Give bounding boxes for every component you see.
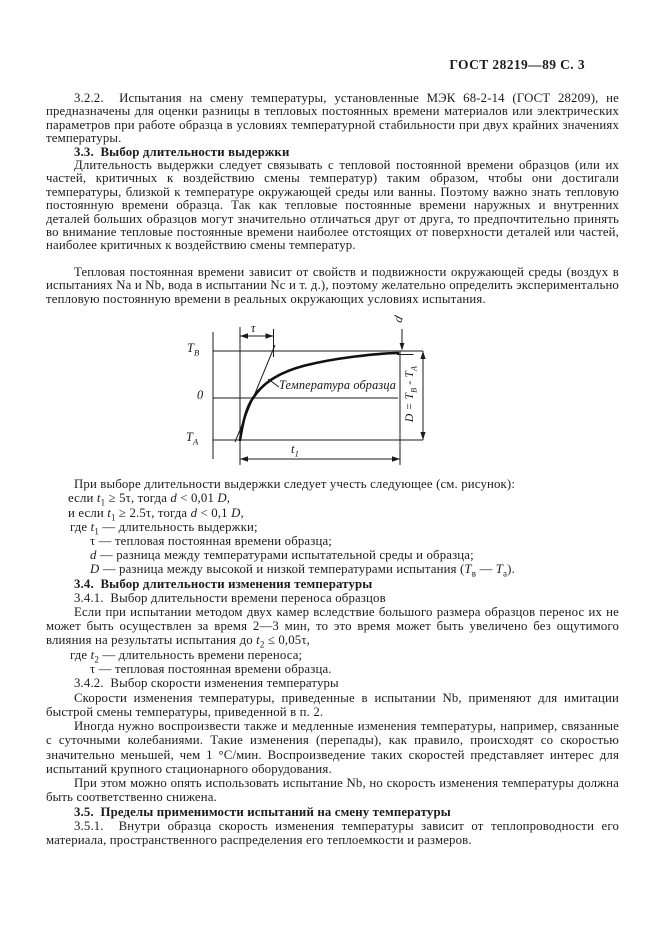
D-arrowhead-bottom bbox=[420, 432, 425, 440]
label-ta: $T_A$ bbox=[186, 430, 199, 447]
definition-t2: где $t_2$ — длительность времени переноса; bbox=[70, 648, 303, 665]
paragraph-3-5-1: 3.5.1. Внутри образца скорость изменения температуры зависит от теплопроводности его материала, пространственного распределения его теплоемкости и размеров. bbox=[46, 818, 619, 847]
label-tau: τ bbox=[251, 321, 256, 336]
label-t1: $t_1$ bbox=[291, 442, 300, 459]
paragraph-3-4-1: Если при испытании методом двух камер вследствие большого размера образцов перенос их не может быть осуществлен за время 2—3 мин, то это время может быть увеличено без ощутимого влияния на результаты испытания до $t_2 \le 0,05\tau$, bbox=[46, 605, 619, 651]
paragraph-3-4-2-c: При этом можно опять использовать испытание Nb, но скорость изменения температуры должна быть соответственно снижена. bbox=[46, 776, 619, 805]
label-zero: 0 bbox=[197, 388, 204, 403]
paragraph-3-4-2-b: Иногда нужно воспроизвести также и медленные изменения температуры, например, связанные с суточными колебаниями. Такие изменения (перепады), как правило, происходят со скоростью значительно меньшей, чем 1 °С/мин. Воспроизведение таких скоростей представляет интерес для испытаний крупного стационарного оборудования. bbox=[46, 719, 619, 776]
tau-arrowhead-left bbox=[240, 334, 248, 339]
t1-arrowhead-right bbox=[392, 457, 400, 462]
definition-tau-1: τ — тепловая постоянная времени образца; bbox=[90, 534, 332, 549]
page-header: ГОСТ 28219—89 С. 3 bbox=[449, 57, 585, 72]
temperature-response-curve bbox=[240, 353, 398, 440]
D-arrowhead-top bbox=[420, 351, 425, 359]
paragraph-3-3-b: Тепловая постоянная времени зависит от свойств и подвижности окружающей среды (воздух в испытаниях Na и Nb, вода в испытании Nc и т. д.), поэтому желательно определить экспериментально тепловую постоянную времени в реальных окружающих условиях испытания. bbox=[46, 265, 619, 306]
heading-3-4-1: 3.4.1. Выбор длительности времени переноса образцов bbox=[74, 590, 386, 605]
heading-3-4-2: 3.4.2. Выбор скорости изменения температуры bbox=[74, 676, 339, 691]
paragraph-3-4-2-a: Скорости изменения температуры, приведенные в испытании Nb, применяют для имитации быстрой смены температуры, приведенной в п. 2. bbox=[46, 690, 619, 719]
condition-line-1: если $t_1 \ge 5\tau$, тогда d < 0,01 D, bbox=[68, 491, 231, 508]
definition-t1: где $t_1$ — длительность выдержки; bbox=[70, 519, 258, 537]
definition-D: D — разница между высокой и низкой температурами испытания ($T_в$ — $T_а$). bbox=[90, 562, 515, 580]
document-body bbox=[46, 92, 619, 847]
label-d-gap: d bbox=[390, 314, 406, 325]
label-D-dimension: $D = T_B - T_A$ bbox=[403, 366, 419, 423]
heading-3-3: 3.3. Выбор длительности выдержки bbox=[74, 144, 290, 159]
temperature-curve-figure bbox=[140, 312, 440, 472]
t1-arrowhead-left bbox=[240, 457, 248, 462]
condition-line-2: и если $t_1 \ge 2.5\tau$, тогда d < 0,1 D, bbox=[68, 505, 244, 523]
label-tb: $T_B$ bbox=[187, 341, 200, 358]
definition-d: d — разница между температурами испытательной среды и образца; bbox=[90, 548, 474, 563]
paragraph-see-figure: При выборе длительности выдержки следует учесть следующее (см. рисунок): bbox=[74, 477, 516, 492]
heading-3-5: 3.5. Пределы применимости испытаний на смену температуры bbox=[74, 804, 451, 819]
definition-tau-2: τ — тепловая постоянная времени образца. bbox=[90, 662, 332, 677]
paragraph-3-3-a: Длительность выдержки следует связывать с тепловой постоянной времени образцов (или их частей, критичных к воздействию смены температур) таким образом, чтобы они достигали температуры, близкой к температуре окружающей среды или ванны. Поэтому важно знать тепловую постоянную времени образца. Так как тепловые постоянные времени наружных и внутренних деталей больших образцов могут значительно отличаться друг от друга, то предпочтительно принять во внимание тепловые постоянные времени наиболее отстоящих от поверхности деталей или частей, наиболее критичных к воздействию смены температур. bbox=[46, 158, 619, 253]
figure-drawing bbox=[140, 312, 440, 472]
paragraph-3-2-2: 3.2.2. Испытания на смену температуры, установленные МЭК 68-2-14 (ГОСТ 28209), не предназначены для оценки разницы в тепловых постоянных времени материалов или электрических параметров при работе образца в условиях температурной стабильности при двух крайних значениях температуры. bbox=[46, 91, 619, 146]
heading-3-4: 3.4. Выбор длительности изменения температуры bbox=[74, 576, 373, 591]
tau-arrowhead-right bbox=[266, 334, 274, 339]
label-curve: Температура образца bbox=[279, 378, 397, 393]
